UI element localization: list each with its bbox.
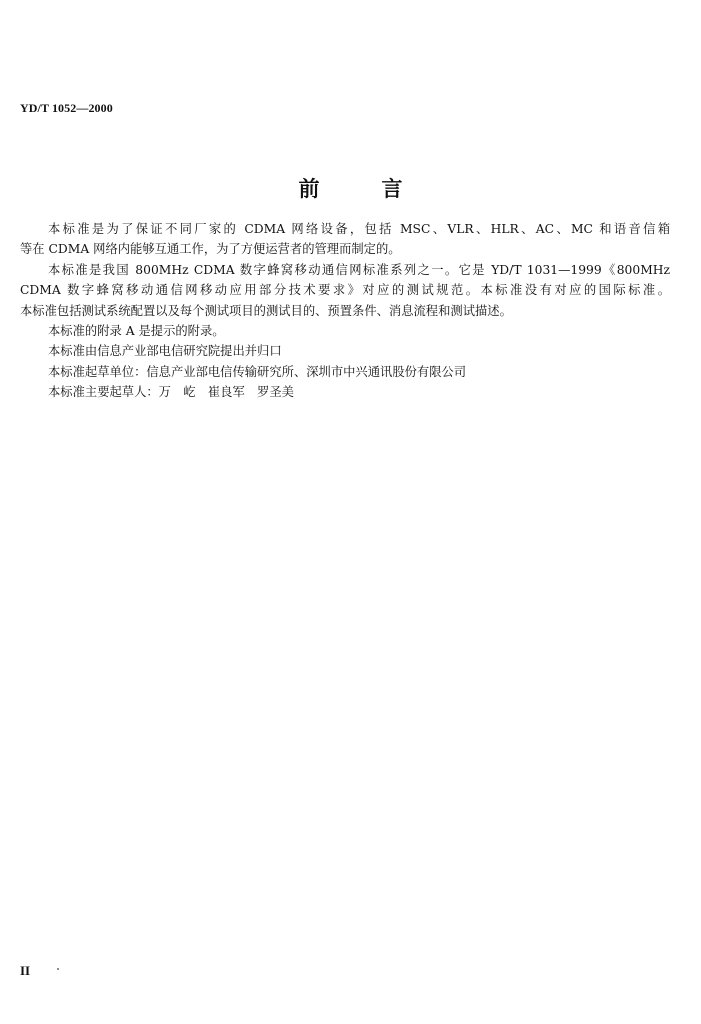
paragraph-2-line-3: 本标准包括测试系统配置以及每个测试项目的测试目的、预置条件、消息流程和测试描述。 — [20, 303, 512, 318]
standard-number: YD/T 1052—2000 — [20, 101, 113, 115]
paragraph-6: 本标准主要起草人：万 屹 崔良军 罗圣美 — [48, 385, 294, 400]
foreword-body — [20, 219, 670, 403]
scan-speck — [57, 968, 59, 970]
title-char-1: 前 — [298, 176, 320, 201]
paragraph-3: 本标准的附录 A 是提示的附录。 — [48, 323, 225, 338]
paragraph-4: 本标准由信息产业部电信研究院提出并归口 — [48, 344, 282, 359]
paragraph-2-line-1: 本标准是我国 800MHz CDMA 数字蜂窝移动通信网标准系列之一。它是 YD/T 1031—1999《800MHz — [48, 262, 670, 277]
paragraph-1-line-2: 等在 CDMA 网络内能够互通工作，为了方便运营者的管理而制定的。 — [20, 242, 401, 257]
page-title — [0, 173, 701, 203]
paragraph-1-line-1: 本标准是为了保证不同厂家的 CDMA 网络设备，包括 MSC、VLR、HLR、AC、MC 和语音信箱 — [48, 222, 670, 236]
page-number: II — [20, 963, 31, 978]
paragraph-2-line-2: CDMA 数字蜂窝移动通信网移动应用部分技术要求》对应的测试规范。本标准没有对应的国际标准。 — [20, 283, 670, 298]
paragraph-5: 本标准起草单位：信息产业部电信传输研究所、深圳市中兴通讯股份有限公司 — [48, 364, 467, 379]
title-char-2: 言 — [381, 176, 403, 201]
